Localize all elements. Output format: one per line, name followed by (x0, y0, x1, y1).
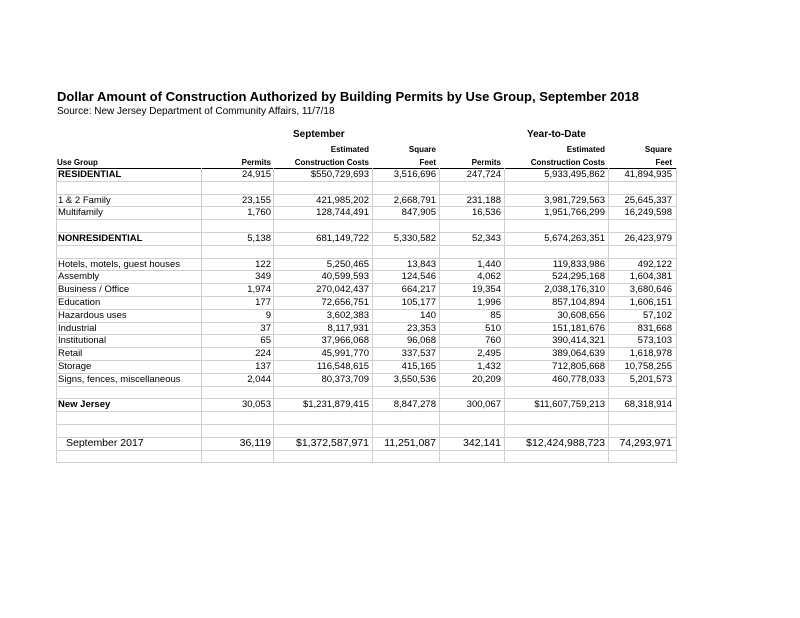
table-cell: 510 (485, 322, 501, 334)
table-cell: 1,606,151 (629, 297, 672, 308)
header-ytd-permits: Permits (471, 158, 501, 167)
table-cell: 96,068 (406, 335, 436, 347)
table-cell: 80,373,709 (321, 373, 369, 385)
row-label: NONRESIDENTIAL (58, 233, 143, 244)
table-cell: 11,251,087 (384, 436, 436, 449)
table-cell: 40,599,593 (321, 271, 369, 283)
row-label: Industrial (58, 322, 97, 334)
row-label: September 2017 (66, 436, 144, 449)
table-cell: 25,645,337 (624, 194, 672, 206)
table-cell: 45,991,770 (321, 348, 369, 360)
table-cell: 20,209 (471, 373, 501, 385)
row-label: Signs, fences, miscellaneous (58, 373, 181, 385)
table-cell: 573,103 (637, 335, 672, 347)
table-cell: 3,680,646 (629, 284, 672, 296)
table-cell: 19,354 (471, 284, 501, 296)
table-cell: 23,353 (406, 322, 436, 334)
table-cell: 337,537 (401, 348, 436, 360)
header-ytd-estimated-costs: Estimated Construction Costs (530, 145, 605, 167)
table-cell: 1,432 (477, 361, 501, 372)
table-cell: 13,843 (406, 258, 436, 270)
table-cell: 664,217 (401, 284, 436, 296)
table-cell: 37 (260, 322, 271, 334)
table-cell: 4,062 (477, 271, 501, 283)
column-divider (676, 168, 677, 462)
table-cell: 16,536 (471, 207, 501, 219)
row-label: Hazardous uses (58, 309, 127, 321)
table-cell: $11,607,759,213 (534, 399, 605, 411)
column-divider (56, 168, 57, 462)
table-cell: 72,656,751 (321, 297, 369, 308)
table-cell: 5,330,582 (393, 233, 436, 244)
row-label: Hotels, motels, guest houses (58, 258, 180, 270)
row-label: RESIDENTIAL (58, 169, 122, 180)
column-divider (201, 168, 202, 462)
table-cell: $1,372,587,971 (296, 436, 369, 449)
table-cell: $12,424,988,723 (526, 436, 605, 449)
table-cell: 8,117,931 (327, 322, 369, 334)
table-cell: 460,778,033 (552, 373, 605, 385)
table-cell: 124,546 (401, 271, 436, 283)
table-cell: 36,119 (239, 436, 271, 449)
table-cell: 857,104,894 (552, 297, 605, 308)
table-cell: 9 (265, 309, 271, 321)
group-header-september: September (293, 129, 345, 140)
table-cell: 137 (255, 361, 271, 372)
row-label: Multifamily (58, 207, 103, 219)
table-cell: 5,933,495,862 (544, 169, 605, 180)
table-cell: 389,064,639 (552, 348, 605, 360)
table-cell: 68,318,914 (624, 399, 672, 411)
table-cell: 1,440 (477, 258, 501, 270)
table-cell: 37,966,068 (321, 335, 369, 347)
report-source: Source: New Jersey Department of Community Affairs, 11/7/18 (57, 106, 335, 117)
table-cell: 1,604,381 (629, 271, 672, 283)
table-cell: 1,618,978 (629, 348, 672, 360)
header-september-estimated-costs: Estimated Construction Costs (294, 145, 369, 167)
table-cell: 390,414,321 (552, 335, 605, 347)
column-divider (273, 168, 274, 462)
table-cell: 524,295,168 (552, 271, 605, 283)
table-cell: 3,602,383 (326, 309, 369, 321)
table-cell: 5,674,263,351 (544, 233, 605, 244)
table-cell: 24,915 (241, 169, 271, 180)
table-cell: 247,724 (466, 169, 501, 180)
column-divider (608, 168, 609, 462)
row-divider (56, 462, 677, 463)
table-cell: 177 (255, 297, 271, 308)
table-cell: 151,181,676 (552, 322, 605, 334)
table-cell: 30,608,656 (557, 309, 605, 321)
header-ytd-square-feet: Square Feet (644, 145, 672, 167)
table-cell: 140 (420, 309, 436, 321)
table-cell: 105,177 (401, 297, 436, 308)
report-title: Dollar Amount of Construction Authorized by Building Permits by Use Group, September 2018 (57, 89, 639, 104)
table-cell: $1,231,879,415 (302, 399, 369, 411)
table-cell: 52,343 (471, 233, 501, 244)
table-cell: 3,516,696 (393, 169, 436, 180)
table-cell: 26,423,979 (624, 233, 672, 244)
table-cell: 5,250,465 (326, 258, 369, 270)
table-cell: 5,138 (247, 233, 271, 244)
table-cell: 5,201,573 (629, 373, 672, 385)
table-cell: 421,985,202 (316, 194, 369, 206)
table-cell: 1,951,766,299 (544, 207, 605, 219)
row-label: New Jersey (58, 399, 111, 411)
header-september-permits: Permits (241, 158, 271, 167)
row-divider (56, 424, 677, 425)
table-cell: 2,044 (247, 373, 271, 385)
column-divider (439, 168, 440, 462)
table-cell: 760 (485, 335, 501, 347)
table-cell: 831,668 (637, 322, 672, 334)
table-cell: 415,165 (401, 361, 436, 372)
table-cell: 57,102 (642, 309, 672, 321)
table-cell: 300,067 (466, 399, 501, 411)
table-cell: 65 (260, 335, 271, 347)
table-cell: 1,974 (247, 284, 271, 296)
table-cell: 16,249,598 (624, 207, 672, 219)
table-cell: 116,548,615 (316, 361, 369, 372)
table-cell: 122 (255, 258, 271, 270)
column-divider (504, 168, 505, 462)
table-cell: 85 (490, 309, 501, 321)
table-cell: 681,149,722 (316, 233, 369, 244)
row-label: Education (58, 297, 101, 308)
table-cell: 30,053 (241, 399, 271, 411)
row-label: Assembly (58, 271, 100, 283)
table-cell: 3,981,729,563 (544, 194, 605, 206)
table-cell: 847,905 (401, 207, 436, 219)
table-cell: 119,833,986 (552, 258, 605, 270)
row-label: Institutional (58, 335, 107, 347)
row-label: Business / Office (58, 284, 130, 296)
table-cell: 3,550,536 (393, 373, 436, 385)
table-cell: 10,758,255 (624, 361, 672, 372)
table-cell: 270,042,437 (316, 284, 369, 296)
table-cell: 128,744,491 (316, 207, 369, 219)
header-use-group: Use Group (57, 158, 98, 167)
column-divider (372, 168, 373, 462)
table-cell: 1,996 (477, 297, 501, 308)
table-cell: 2,038,176,310 (544, 284, 605, 296)
row-label: Storage (58, 361, 92, 372)
header-september-square-feet: Square Feet (408, 145, 436, 167)
table-cell: 74,293,971 (619, 436, 672, 449)
table-cell: 2,495 (477, 348, 501, 360)
table-cell: 1,760 (247, 207, 271, 219)
table-cell: $550,729,693 (310, 169, 369, 180)
row-label: Retail (58, 348, 83, 360)
table-cell: 342,141 (463, 436, 501, 449)
table-cell: 712,805,668 (552, 361, 605, 372)
row-label: 1 & 2 Family (58, 194, 111, 206)
table-cell: 8,847,278 (393, 399, 436, 411)
table-cell: 231,188 (466, 194, 501, 206)
table-cell: 349 (255, 271, 271, 283)
table-cell: 23,155 (241, 194, 271, 206)
group-header-year-to-date: Year-to-Date (527, 129, 586, 140)
table-cell: 224 (255, 348, 271, 360)
table-cell: 41,894,935 (624, 169, 672, 180)
table-cell: 2,668,791 (393, 194, 436, 206)
table-cell: 492,122 (637, 258, 672, 270)
